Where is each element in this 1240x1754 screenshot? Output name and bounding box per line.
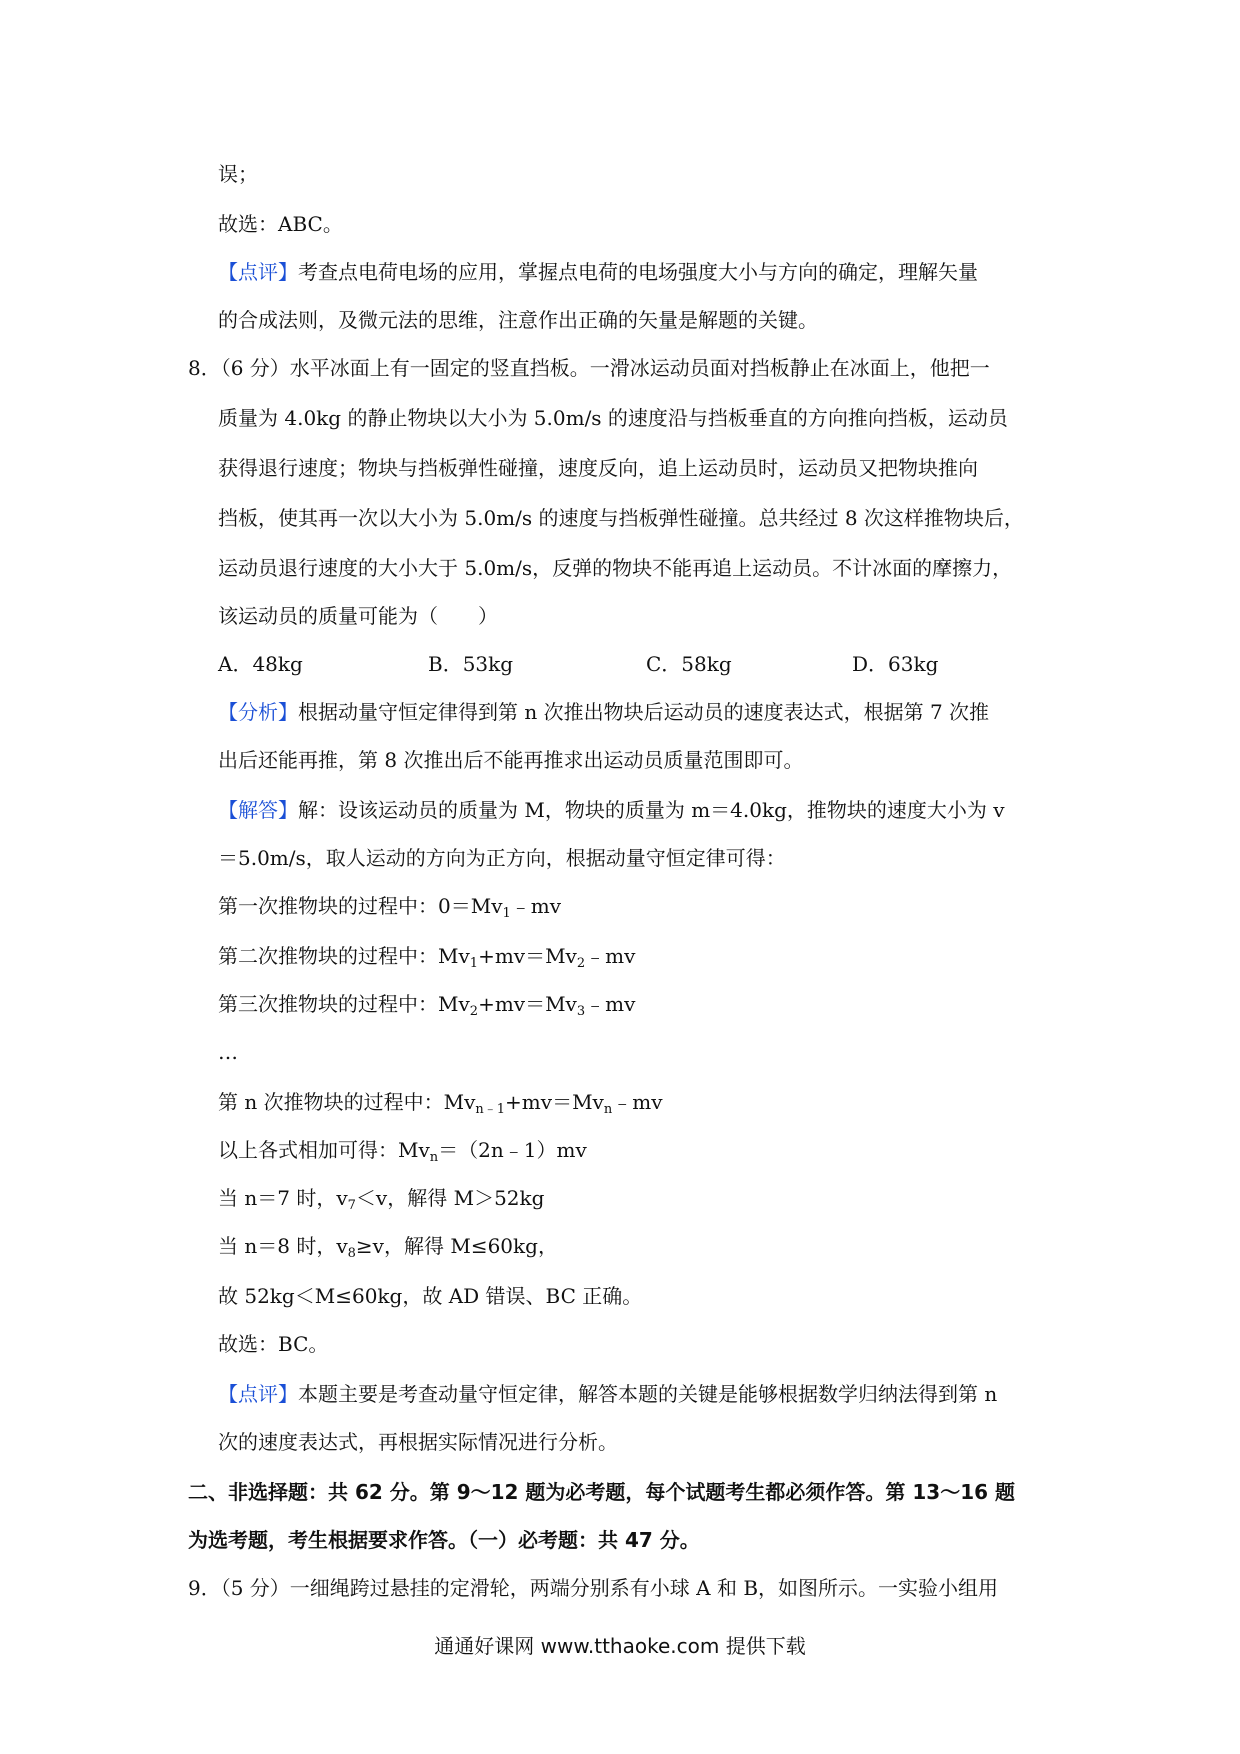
answer-tag: 【解答】 bbox=[218, 798, 298, 822]
case-result: 解得 M＞52kg bbox=[407, 1186, 545, 1210]
q8-n8: 当 n＝8 时，$v_8\ge v$，解得 M≤60kg， bbox=[218, 1234, 558, 1261]
q8-eq-1: 第一次推物块的过程中：$0=Mv_1﹣mv$ bbox=[218, 894, 562, 921]
option-b: B．53kg bbox=[428, 652, 514, 676]
q8-review-1 bbox=[218, 1380, 997, 1408]
review-tag: 【点评】 bbox=[218, 260, 298, 284]
eq-label: 第 n 次推物块的过程中： bbox=[218, 1090, 444, 1114]
case-label: 当 n＝8 时， bbox=[218, 1234, 337, 1258]
q8-stem-1: 8．（6 分）水平冰面上有一固定的竖直挡板。一滑冰运动员面对挡板静止在冰面上，他把一 bbox=[188, 356, 990, 380]
q8-n7: 当 n＝7 时，$v_7<v$，解得 M＞52kg bbox=[218, 1186, 545, 1213]
prev-review-1 bbox=[218, 258, 978, 286]
q8-stem-6: 该运动员的质量可能为（ ） bbox=[218, 604, 498, 628]
q8-stem-5: 运动员退行速度的大小大于 5.0m/s，反弹的物块不能再追上运动员。不计冰面的摩擦力， bbox=[218, 556, 1013, 580]
prev-answer-choice: 故选：ABC。 bbox=[218, 212, 343, 236]
analysis-text: 根据动量守恒定律得到第 n 次推出物块后运动员的速度表达式，根据第 7 次推 bbox=[298, 700, 990, 724]
q8-sum: 以上各式相加可得：$Mv_n=(2n﹣1)mv$ bbox=[218, 1138, 587, 1165]
answer-text: 解：设该运动员的质量为 M，物块的质量为 m＝4.0kg，推物块的速度大小为 v bbox=[298, 798, 1005, 822]
q8-stem-2: 质量为 4.0kg 的静止物块以大小为 5.0m/s 的速度沿与挡板垂直的方向推向挡板，运动员 bbox=[218, 406, 1008, 430]
eq-label: 以上各式相加可得： bbox=[218, 1138, 398, 1162]
q8-eq-3: 第三次推物块的过程中：$Mv_2+mv=Mv_3﹣mv$ bbox=[218, 992, 636, 1019]
eq-label: 第一次推物块的过程中： bbox=[218, 894, 438, 918]
q8-options bbox=[218, 650, 978, 678]
prev-review-2: 的合成法则，及微元法的思维，注意作出正确的矢量是解题的关键。 bbox=[218, 308, 818, 332]
q8-review-2: 次的速度表达式，再根据实际情况进行分析。 bbox=[218, 1430, 618, 1454]
option-a: A．48kg bbox=[218, 652, 303, 676]
case-result: 解得 M≤60kg， bbox=[403, 1234, 558, 1258]
q8-analysis-1 bbox=[218, 698, 989, 726]
option-c: C．58kg bbox=[646, 652, 732, 676]
q8-stem-4: 挡板，使其再一次以大小为 5.0m/s 的速度与挡板弹性碰撞。总共经过 8 次这样推物块后， bbox=[218, 506, 1024, 530]
q8-ellipsis: … bbox=[218, 1040, 238, 1064]
q9-stem-1: 9．（5 分）一细绳跨过悬挂的定滑轮，两端分别系有小球 A 和 B，如图所示。一实验小组用 bbox=[188, 1576, 999, 1600]
q8-eq-n: 第 n 次推物块的过程中：$Mv_{n﹣1}+mv=Mv_n﹣mv$ bbox=[218, 1090, 663, 1117]
q8-answer-1 bbox=[218, 796, 1005, 824]
review-text: 考查点电荷电场的应用，掌握点电荷的电场强度大小与方向的确定，理解矢量 bbox=[298, 260, 978, 284]
section-heading-2: 为选考题，考生根据要求作答。（一）必考题：共 47 分。 bbox=[188, 1528, 700, 1552]
q8-answer-2: ＝5.0m/s，取人运动的方向为正方向，根据动量守恒定律可得： bbox=[218, 846, 786, 870]
page-footer: 通通好课网 www.tthaoke.com 提供下载 bbox=[434, 1634, 806, 1658]
analysis-tag: 【分析】 bbox=[218, 700, 298, 724]
q8-choice: 故选：BC。 bbox=[218, 1332, 329, 1356]
option-d: D．63kg bbox=[852, 652, 939, 676]
prev-line-1: 误； bbox=[218, 162, 258, 186]
q8-eq-2: 第二次推物块的过程中：$Mv_1+mv=Mv_2﹣mv$ bbox=[218, 944, 636, 971]
review-text: 本题主要是考查动量守恒定律，解答本题的关键是能够根据数学归纳法得到第 n bbox=[298, 1382, 998, 1406]
case-label: 当 n＝7 时， bbox=[218, 1186, 337, 1210]
q8-conclusion: 故 52kg＜M≤60kg，故 AD 错误、BC 正确。 bbox=[218, 1284, 643, 1308]
eq-label: 第二次推物块的过程中： bbox=[218, 944, 438, 968]
eq-label: 第三次推物块的过程中： bbox=[218, 992, 438, 1016]
q8-stem-3: 获得退行速度；物块与挡板弹性碰撞，速度反向，追上运动员时，运动员又把物块推向 bbox=[218, 456, 978, 480]
q8-analysis-2: 出后还能再推，第 8 次推出后不能再推求出运动员质量范围即可。 bbox=[218, 748, 804, 772]
section-heading-1: 二、非选择题：共 62 分。第 9～12 题为必考题，每个试题考生都必须作答。第 13～16 题 bbox=[188, 1480, 1016, 1504]
review-tag: 【点评】 bbox=[218, 1382, 298, 1406]
